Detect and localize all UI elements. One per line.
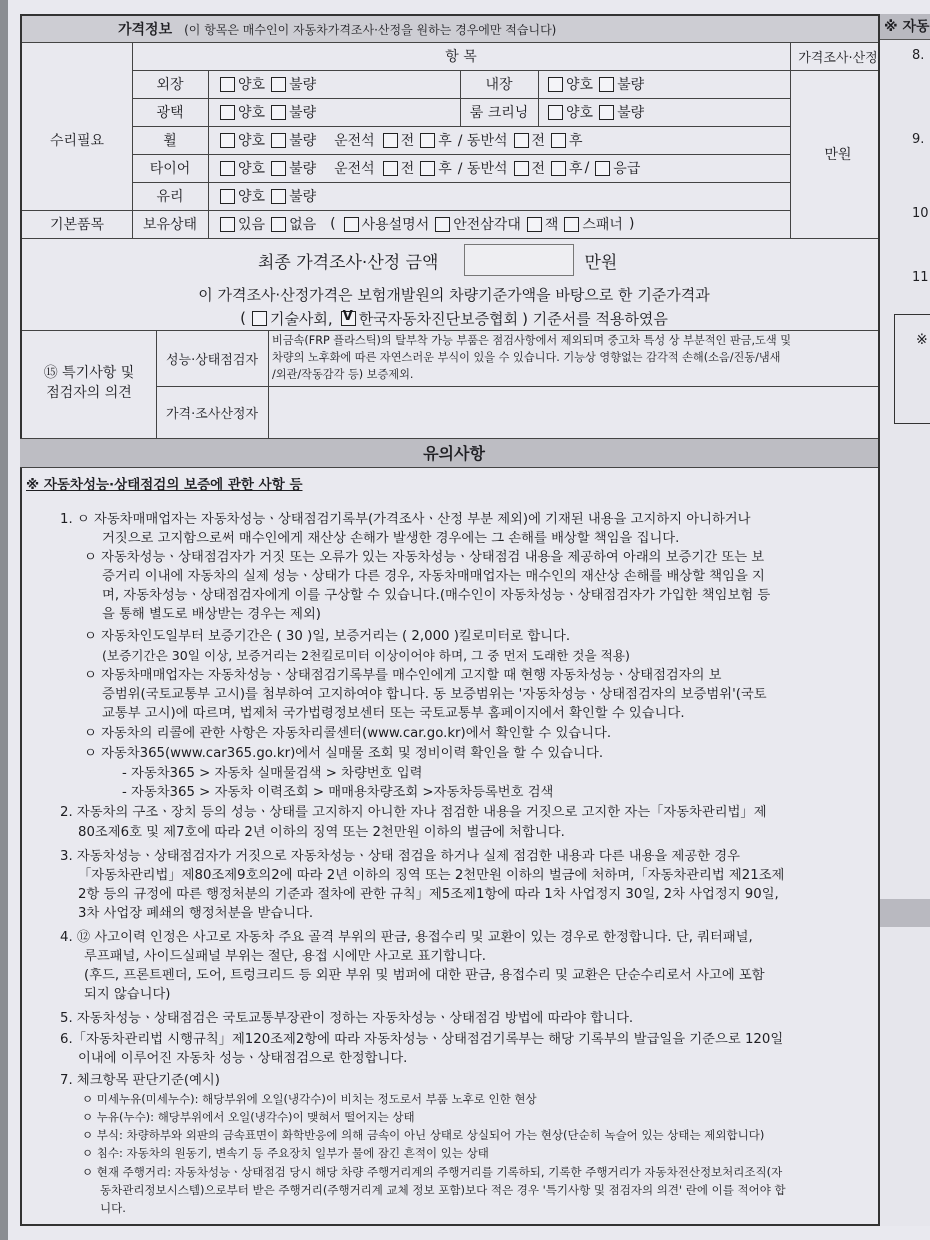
notice-line: 3차 사업장 폐쇄의 행정처분을 받습니다. [78,906,314,921]
notice-line: 7. 체크항목 판단기준(예시) [60,1073,220,1088]
jack-checkbox[interactable] [527,217,542,232]
room-cleaning-options: 양호 불량 [548,98,650,126]
final-price-row [258,244,617,276]
row-interior-label: 내장 [485,77,513,93]
tire-driver-rear-checkbox[interactable] [420,161,435,176]
row-exterior-label: 외장 [156,77,184,93]
section-title-fragment: 가격정보 [118,22,173,38]
gloss-bad-checkbox[interactable] [271,105,286,120]
group-basic-label: 기본품목 [49,217,105,233]
wheel-driver-rear-checkbox[interactable] [420,133,435,148]
wheel-options: 양호 불량 운전석 전 후 / 동반석 전 후 [220,126,589,154]
notice-line: 3. 자동차성능ㆍ상태점검자가 거짓으로 자동차성능ㆍ상태 점검을 하거나 실제 점검한 내용과 다른 내용을 제공한 경우 [60,849,740,864]
notice-line: 「자동차관리법」제80조제9호의2에 따라 2년 이하의 징역 또는 2천만원 이하의 벌금에 처하며,「자동차관리법 제21조제 [78,868,785,883]
row-glass-label: 유리 [156,189,184,205]
row-possession-label: 보유상태 [142,217,198,233]
notice-line: ㅇ 자동차365(www.car365.go.kr)에서 실매물 조회 및 정비이력 확인을 할 수 있습니다. [84,746,604,761]
notice-line: ㅇ 현재 주행거리: 자동차성능ㆍ상태점검 당시 해당 차량 주행거리계의 주행거리를 기록하되, 기록한 주행거리가 자동차전산정보처리조직(자 [82,1165,783,1179]
final-price-label: 최종 가격조사·산정 금액 [258,252,439,273]
notice-line: - 자동차365 > 자동차 실매물검색 > 차량번호 입력 [122,766,423,781]
special-notes-label: ⑮ 특기사항 및 점검자의 의견 [43,365,135,401]
notice-line: 2. 자동차의 구조ㆍ장치 등의 성능ㆍ상태를 고지하지 아니한 자나 점검한 내용을 거짓으로 고지한 자는「자동차관리법」제 [60,805,767,820]
wheel-passenger-rear-checkbox[interactable] [551,133,566,148]
tire-bad-checkbox[interactable] [271,161,286,176]
notice-line: 교통부 고시)에 따르며, 법제처 국가법령정보센터 또는 국토교통부 홈페이지에서 확인할 수 있습니다. [102,706,685,721]
adjacent-box [894,314,930,424]
adjacent-number: 9. [912,132,925,147]
col-item-header: 항 목 [445,49,477,65]
section-note: (이 항목은 매수인이 자동차가격조사·산정을 원하는 경우에만 적습니다) [184,22,557,37]
group-repair-label: 수리필요 [49,133,105,149]
final-price-input[interactable] [464,244,574,276]
notice-line: 6.「자동차관리법 시행규칙」제120조제2항에 따라 자동차성능ㆍ상태점검기록부는 해당 기록부의 발급일을 기준으로 120일 [60,1032,784,1047]
adjacent-number: 11 [912,270,929,285]
manual-checkbox[interactable] [344,217,359,232]
notice-line: ㅇ 자동차매매업자는 자동차성능ㆍ상태점검기록부를 매수인에게 고지할 때 현행 자동차성능ㆍ상태점검자의 보 [84,668,722,683]
notice-line: 4. ⑫ 사고이력 인정은 사고로 자동차 주요 골격 부위의 판금, 용접수리 및 교환이 있는 경우로 한정합니다. 단, 쿼터패널, [60,930,753,945]
glass-options: 양호 불량 [220,182,322,210]
notice-line: 이내에 이루어진 자동차 성능ㆍ상태점검으로 한정합니다. [78,1051,408,1066]
gloss-options: 양호 불량 [220,98,322,126]
notice-line: ㅇ 자동차의 리콜에 관한 사항은 자동차리콜센터(www.car.go.kr)에서 확인할 수 있습니다. [84,726,612,741]
basis-tech-society-checkbox[interactable] [252,311,267,326]
wheel-driver-front-checkbox[interactable] [383,133,398,148]
row-tire-label: 타이어 [149,161,191,177]
notice-line: ㅇ 자동차성능ㆍ상태점검자가 거짓 또는 오류가 있는 자동차성능ㆍ상태점검 내용을 제공하여 아래의 보증기간 또는 보 [84,550,765,565]
room-cleaning-good-checkbox[interactable] [548,105,563,120]
document-page [8,0,930,1240]
adjacent-mark: ※ [916,332,928,348]
glass-bad-checkbox[interactable] [271,189,286,204]
col-price-header: 가격조사·산정 [798,50,878,66]
notice-line: ㅇ 자동차인도일부터 보증기간은 ( 30 )일, 보증거리는 ( 2,000 )킬로미터로 합니다. [84,629,571,644]
notice-line: 동차관리정보시스템)으로부터 받은 주행거리(주행거리계 교체 정보 포함)보다 적은 경우 '특기사항 및 점검자의 의견' 란에 이를 적어야 합 [100,1183,786,1197]
inspector-label: 성능·상태점검자 [165,352,259,368]
basis-line-1: 이 가격조사·산정가격은 보험개발원의 차량기준가액을 바탕으로 한 기준가격과 [198,285,710,304]
adjacent-column-header: ※ 자동 [880,14,930,40]
spanner-checkbox[interactable] [564,217,579,232]
notice-line: ㅇ 미세누유(미세누수): 해당부위에 오일(냉각수)이 비치는 정도로서 부품 노후로 인한 현상 [82,1092,537,1106]
glass-good-checkbox[interactable] [220,189,235,204]
final-price-unit: 만원 [584,252,618,273]
possession-have-checkbox[interactable] [220,217,235,232]
interior-good-checkbox[interactable] [548,77,563,92]
notice-line: (후드, 프론트펜더, 도어, 트렁크리드 등 외판 부위 및 범퍼에 대한 판금, 용접수리 및 교환은 단순수리로서 사고에 포함 [84,968,765,983]
tire-passenger-rear-checkbox[interactable] [551,161,566,176]
adjacent-number: 8. [912,48,925,63]
exterior-options: 양호 불량 [220,70,322,98]
notice-subtitle: ※ 자동차성능·상태점검의 보증에 관한 사항 등 [26,477,303,493]
tire-options: 양호 불량 운전석 전 후 / 동반석 전 후 / 응급 [220,154,646,182]
tire-emergency-checkbox[interactable] [595,161,610,176]
price-unit: 만원 [824,147,852,163]
row-gloss-label: 광택 [156,105,184,121]
notice-line: 2항 등의 규정에 따른 행정처분의 기준과 절차에 관한 규칙」제5조제1항에 따라 1차 사업정지 30일, 2차 사업정지 90일, [78,887,779,902]
notice-line: (보증기간은 30일 이상, 보증거리는 2천킬로미터 이상이어야 하며, 그 중 먼저 도래한 것을 적용) [102,648,630,663]
adjacent-number: 10 [912,206,929,221]
row-room-cleaning-label: 룸 크리닝 [469,105,529,121]
tire-driver-front-checkbox[interactable] [383,161,398,176]
possession-none-checkbox[interactable] [271,217,286,232]
row-wheel-label: 휠 [163,133,177,149]
interior-options: 양호 불량 [548,70,650,98]
notice-line: 5. 자동차성능ㆍ상태점검은 국토교통부장관이 정하는 자동차성능ㆍ상태점검 방법에 따라야 합니다. [60,1011,634,1026]
notice-line: 니다. [100,1201,126,1215]
wheel-bad-checkbox[interactable] [271,133,286,148]
notice-title: 유의사항 [20,438,888,468]
basis-kadia-checkbox[interactable] [341,311,356,326]
triangle-checkbox[interactable] [435,217,450,232]
notice-line: ㅇ 누유(누수): 해당부위에서 오일(냉각수)이 맺혀서 떨어지는 상태 [82,1110,415,1124]
adjacent-column-strip [878,14,930,1226]
exterior-good-checkbox[interactable] [220,77,235,92]
inspector-opinion: 비금속(FRP 플라스틱)의 탈부착 가능 부품은 점검사항에서 제외되며 중고차 특성 상 부분적인 판금,도색 및 차량의 노후화에 따른 자연스러운 부식이 있을 수 있습니다. 기능상 영향없는 감각적 손해(소음/진동/냄새 /외관/작동감각 등) 보증제외. [272,334,792,381]
interior-bad-checkbox[interactable] [599,77,614,92]
wheel-good-checkbox[interactable] [220,133,235,148]
notice-line: - 자동차365 > 자동차 이력조회 > 매매용차량조회 >자동차등록번호 검색 [122,785,554,800]
notice-line: 거짓으로 고지함으로써 매수인에게 재산상 손해가 발생한 경우에는 그 손해를 배상할 책임을 집니다. [102,531,680,546]
tire-good-checkbox[interactable] [220,161,235,176]
gloss-good-checkbox[interactable] [220,105,235,120]
notice-line: 며, 자동차성능ㆍ상태점검자에게 이를 구상할 수 있습니다.(매수인이 자동차성능ㆍ상태점검자가 가입한 책임보험 등 [102,588,771,603]
basis-line-2: ( 기술사회, V 한국자동차진단보증협회 ) 기준서를 적용하였음 [22,306,886,330]
adjacent-band [880,899,930,927]
pricer-label: 가격·조사산정자 [165,406,259,422]
notice-line: 루프패널, 사이드실패널 부위는 절단, 용접 시에만 사고로 표기합니다. [84,949,486,964]
notice-line: 되지 않습니다) [84,987,171,1002]
possession-options: 있음 없음 ( 사용설명서 안전삼각대 잭 스패너 ) [220,210,634,238]
room-cleaning-bad-checkbox[interactable] [599,105,614,120]
notice-line: 증거리 이내에 자동차의 실제 성능ㆍ상태가 다른 경우, 자동차매매업자는 매수인의 재산상 손해를 배상할 책임을 지 [102,569,765,584]
notice-line: ㅇ 침수: 자동차의 원동기, 변속기 등 주요장치 일부가 물에 잠긴 흔적이 있는 상태 [82,1146,489,1160]
notice-line: 증범위(국토교통부 고시)를 첨부하여 고지하여야 합니다. 동 보증범위는 '자동차성능ㆍ상태점검자의 보증범위'(국토 [102,687,767,702]
notice-line: 을 통해 별도로 배상받는 경우는 제외) [102,607,321,622]
tire-passenger-front-checkbox[interactable] [514,161,529,176]
exterior-bad-checkbox[interactable] [271,77,286,92]
notice-line: ㅇ 부식: 차량하부와 외판의 금속표면이 화학반응에 의해 금속이 아닌 상태로 상실되어 가는 현상(단순히 녹슬어 있는 상태는 제외합니다) [82,1128,765,1142]
section-header [22,16,886,42]
notice-line: 1. ㅇ 자동차매매업자는 자동차성능ㆍ상태점검기록부(가격조사ㆍ산정 부분 제외)에 기재된 내용을 고지하지 아니하거나 [60,512,751,527]
wheel-passenger-front-checkbox[interactable] [514,133,529,148]
notice-line: 80조제6호 및 제7호에 따라 2년 이하의 징역 또는 2천만원 이하의 벌금에 처합니다. [78,825,565,840]
